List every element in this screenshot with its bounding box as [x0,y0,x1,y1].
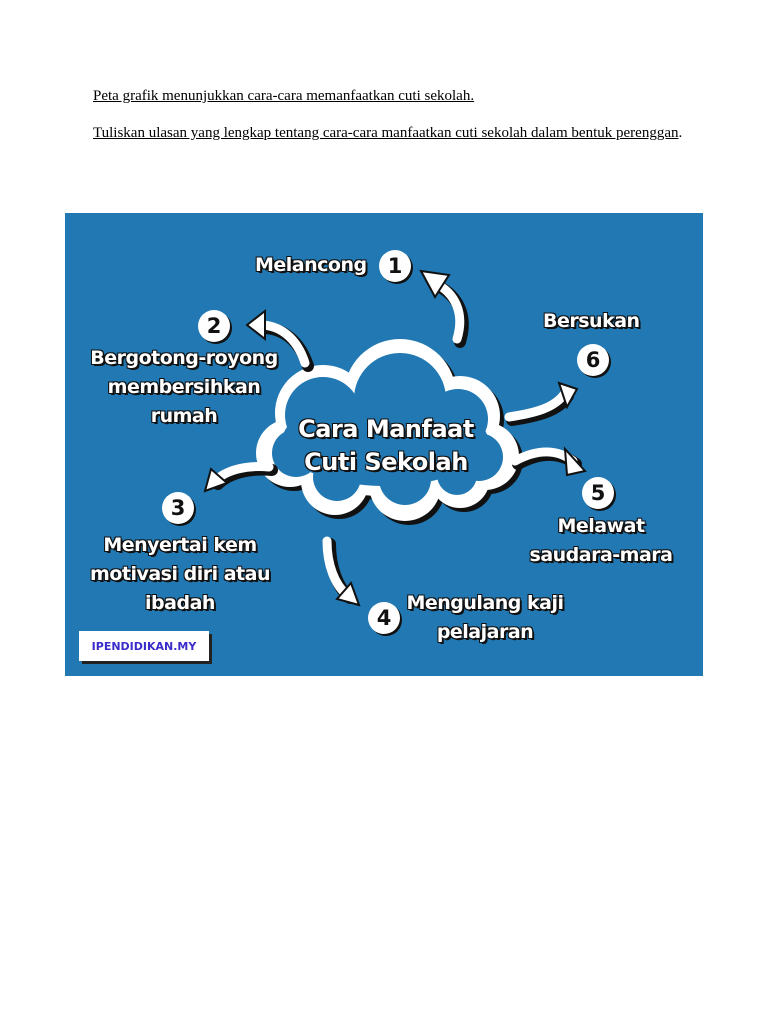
item-3-line-3: ibadah [145,592,215,614]
item-5-label [521,512,681,570]
watermark-badge: IPENDIDIKAN.MY [79,631,209,661]
instruction-line-1 [93,86,474,106]
instruction-line-1-text: Peta grafik menunjukkan cara-cara memanfaatkan cuti sekolah. [93,88,475,104]
center-title-line-1: Cara Manfaat [298,415,474,443]
center-title-line-2: Cuti Sekolah [304,448,468,476]
number-6-badge: 6 [577,344,609,376]
item-4-line-1: Mengulang kaji [406,592,564,614]
item-2-label [79,344,289,431]
item-3-label [87,531,273,618]
item-5-line-1: Melawat [557,515,645,537]
item-2-line-3: rumah [150,405,218,427]
item-3-line-1: Menyertai kem [103,534,257,556]
number-1-badge: 1 [379,250,411,282]
item-1-label: Melancong [255,254,367,276]
instruction-line-2-text: Tuliskan ulasan yang lengkap tentang cara-cara manfaatkan cuti sekolah dalam bentuk perenggan [93,125,679,141]
item-4-line-2: pelajaran [436,621,534,643]
item-2-line-1: Bergotong-royong [90,347,278,369]
center-title [271,413,501,479]
number-5-badge: 5 [582,477,614,509]
item-4-label [405,589,565,647]
item-5-line-2: saudara-mara [529,544,673,566]
item-3-line-2: motivasi diri atau [90,563,270,585]
instruction-line-2 [93,123,693,143]
number-2-badge: 2 [198,310,230,342]
mind-map-graphic [65,213,703,676]
item-6-label: Bersukan [543,310,640,332]
instruction-line-2-period: . [678,125,683,141]
number-3-badge: 3 [162,492,194,524]
number-4-badge: 4 [368,602,400,634]
item-2-line-2: membersihkan [107,376,261,398]
